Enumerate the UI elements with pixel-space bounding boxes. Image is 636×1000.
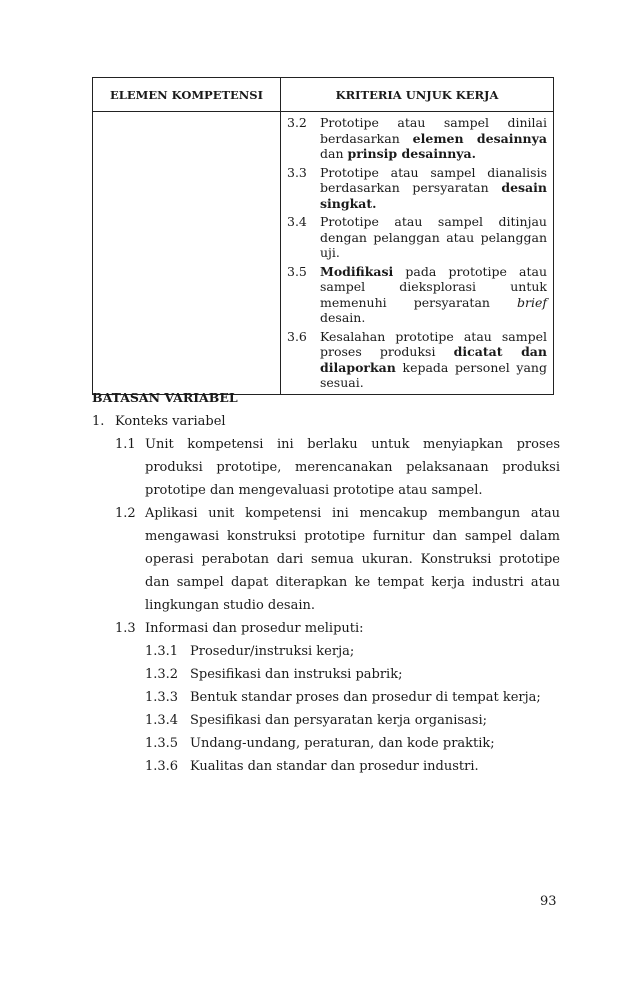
- criterion-3-6: [287, 329, 547, 391]
- criterion-number: 3.4: [287, 214, 307, 229]
- info-item: [145, 640, 560, 663]
- criterion-number: 3.6: [287, 328, 307, 344]
- info-item: [145, 663, 560, 686]
- item-text: Bentuk standar proses dan prosedur di tempat kerja;: [190, 690, 541, 705]
- info-item: [145, 755, 560, 778]
- item-text: Kualitas dan standar dan prosedur industri.: [190, 759, 479, 774]
- page-number: 93: [540, 894, 557, 909]
- info-item: [145, 686, 560, 709]
- criterion-3-2: [287, 115, 547, 162]
- sub-item-1-2: [115, 502, 560, 617]
- item-number: 1.3.1: [145, 644, 179, 659]
- item-text: Undang-undang, peraturan, dan kode praktik;: [190, 736, 495, 751]
- info-item: [145, 732, 560, 755]
- batasan-body: [92, 410, 560, 778]
- item-label: Konteks variabel: [115, 414, 226, 429]
- criterion-3-3: [287, 165, 547, 212]
- competency-table: [92, 77, 554, 395]
- criterion-number: 3.5: [287, 263, 307, 279]
- sub-item-1-3: [115, 617, 560, 640]
- item-text: Unit kompetensi ini berlaku untuk menyiapkan proses produksi prototipe, merencanakan pelaksanaan produksi prototipe dan mengevaluasi prototipe atau sampel.: [145, 437, 560, 498]
- item-text: Aplikasi unit kompetensi ini mencakup membangun atau mengawasi konstruksi prototipe furnitur dan sampel dalam operasi perabotan dari semua ukuran. Konstruksi prototipe dan sampel dapat diterapkan ke tempat kerja industri atau lingkungan studio desain.: [145, 506, 560, 613]
- item-text: Prosedur/instruksi kerja;: [190, 644, 355, 659]
- header-kriteria: KRITERIA UNJUK KERJA: [281, 78, 554, 112]
- criterion-text: Modifikasi pada prototipe atau sampel dieksplorasi untuk memenuhi persyaratan brief desain.: [320, 263, 547, 325]
- item-text: Spesifikasi dan persyaratan kerja organisasi;: [190, 713, 488, 728]
- item-number: 1.3.3: [145, 690, 179, 705]
- criterion-text: Prototipe atau sampel ditinjau dengan pelanggan atau pelanggan uji.: [320, 214, 547, 260]
- section-title: BATASAN VARIABEL: [92, 390, 238, 405]
- sub-item-1-1: [115, 433, 560, 502]
- item-number: 1.1: [115, 437, 136, 452]
- elemen-cell: [93, 112, 281, 395]
- criterion-3-5: [287, 264, 547, 326]
- criterion-text: Prototipe atau sampel dianalisis berdasarkan persyaratan desain singkat.: [320, 164, 547, 211]
- item-text: Informasi dan prosedur meliputi:: [145, 621, 364, 636]
- item-number: 1.3: [115, 621, 136, 636]
- kriteria-cell: [281, 112, 554, 395]
- criterion-text: Prototipe atau sampel dinilai berdasarkan elemen desainnya dan prinsip desainnya.: [320, 115, 547, 161]
- info-item: [145, 709, 560, 732]
- item-number: 1.3.5: [145, 736, 179, 751]
- criterion-number: 3.2: [287, 115, 307, 130]
- criterion-text: Kesalahan prototipe atau sampel proses produksi dicatat dan dilaporkan kepada personel yang sesuai.: [320, 328, 547, 390]
- item-number: 1.: [92, 414, 105, 429]
- item-number: 1.3.2: [145, 667, 179, 682]
- item-number: 1.2: [115, 506, 136, 521]
- item-number: 1.3.4: [145, 713, 179, 728]
- criterion-3-4: [287, 214, 547, 261]
- table-header-row: [93, 78, 554, 112]
- header-elemen: ELEMEN KOMPETENSI: [93, 78, 281, 112]
- criterion-number: 3.3: [287, 164, 307, 180]
- list-item: [92, 410, 560, 433]
- item-number: 1.3.6: [145, 759, 179, 774]
- item-text: Spesifikasi dan instruksi pabrik;: [190, 667, 403, 682]
- criteria-list: [281, 112, 553, 394]
- table-row: [93, 112, 554, 395]
